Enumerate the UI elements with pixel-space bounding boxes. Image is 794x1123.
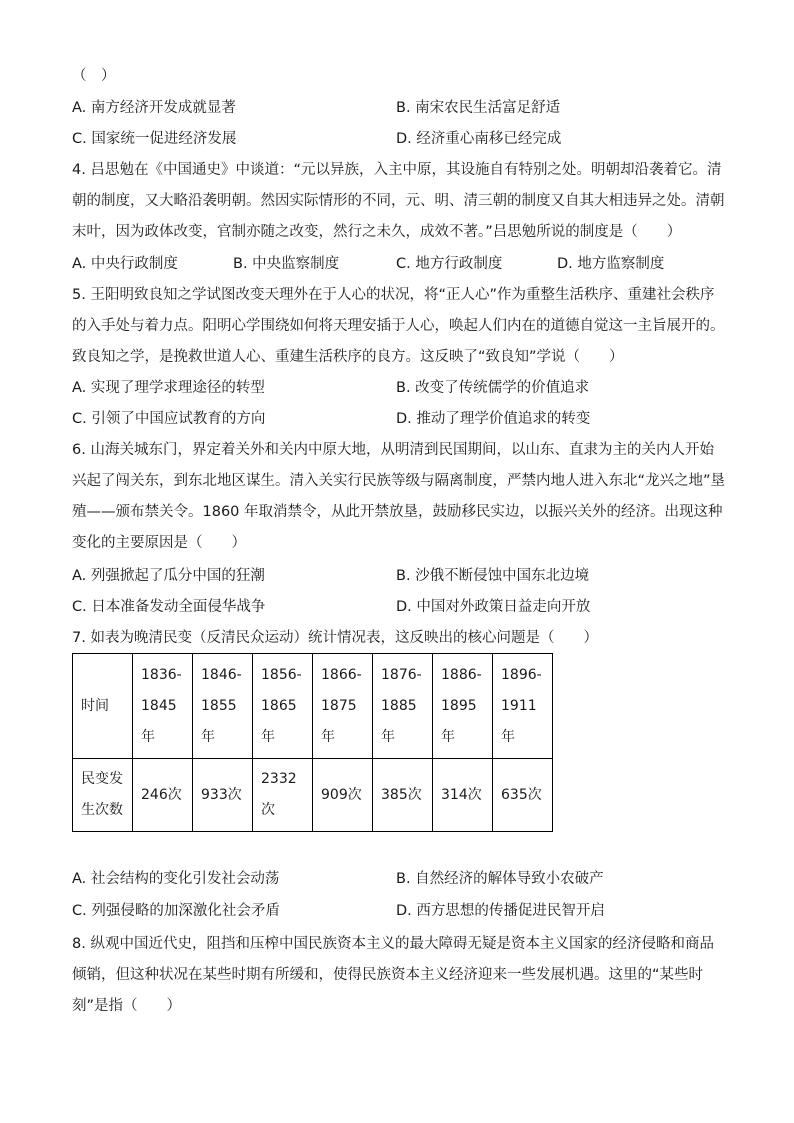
q5-stem: 5. 王阳明致良知之学试图改变天理外在于人心的状况，将“正人心”作为重整生活秩序、重建社会秩序的入手处与着力点。阳明心学围绕如何将天理安插于人心，唤起人们内在的道德自觉这一主旨展开的。致良知之学，是挽救世道人心、重建生活秩序的良方。这反映了“致良知”学说（ ）	[72, 287, 725, 365]
q7-option-d: D. 西方思想的传播促进民智开启	[396, 903, 605, 919]
table-row-time	[73, 654, 553, 759]
q7-option-a: A. 社会结构的变化引发社会动荡	[72, 871, 280, 887]
q4-option-c: C. 地方行政制度	[396, 256, 503, 272]
q7-option-c: C. 列强侵略的加深激化社会矛盾	[72, 903, 280, 919]
table-cell-count: 246次	[133, 759, 193, 832]
q3-option-d: D. 经济重心南移已经完成	[396, 131, 562, 147]
q6-option-c: C. 日本准备发动全面侵华战争	[72, 599, 266, 615]
q3-option-c: C. 国家统一促进经济发展	[72, 131, 237, 147]
q4-option-b: B. 中央监察制度	[233, 256, 340, 272]
table-cell-count: 2332次	[253, 759, 313, 832]
table-cell-period: 1876-1885年	[373, 654, 433, 759]
q4-option-d: D. 地方监察制度	[557, 256, 665, 272]
table-cell-period: 1856-1865年	[253, 654, 313, 759]
table-cell-count: 385次	[373, 759, 433, 832]
q3-answer-bracket: （ ）	[72, 68, 116, 84]
q5-option-d: D. 推动了理学价值追求的转变	[396, 411, 591, 427]
table-cell-count: 314次	[433, 759, 493, 832]
q8-stem: 8. 纵观中国近代史，阻挡和压榨中国民族资本主义的最大障碍无疑是资本主义国家的经济侵略和商品倾销，但这种状况在某些时期有所缓和，使得民族资本主义经济迎来一些发展机遇。这里的“某些时刻”是指（ ）	[72, 936, 714, 1014]
q3-option-a: A. 南方经济开发成就显著	[72, 100, 236, 116]
q4-stem: 4. 吕思勉在《中国通史》中谈道：“元以异族，入主中原，其设施自有特别之处。明朝却沿袭着它。清朝的制度，又大略沿袭明朝。然因实际情形的不同，元、明、清三朝的制度又自其大相违异之处。清朝末叶，因为政体改变，官制亦随之改变，然行之未久，成效不著。”吕思勉所说的制度是（ ）	[72, 162, 725, 240]
q4-option-a: A. 中央行政制度	[72, 256, 178, 272]
table-cell-period: 1886-1895年	[433, 654, 493, 759]
q7-stem: 7. 如表为晚清民变（反清民众运动）统计情况表，这反映出的核心问题是（ ）	[72, 630, 598, 646]
q6-option-a: A. 列强掀起了瓜分中国的狂潮	[72, 568, 265, 584]
q5-option-c: C. 引领了中国应试教育的方向	[72, 411, 266, 427]
q6-option-d: D. 中国对外政策日益走向开放	[396, 599, 591, 615]
table-header-time: 时间	[73, 654, 133, 759]
table-cell-period: 1846-1855年	[193, 654, 253, 759]
table-cell-period: 1866-1875年	[313, 654, 373, 759]
table-cell-count: 635次	[493, 759, 553, 832]
q7-option-b: B. 自然经济的解体导致小农破产	[396, 871, 604, 887]
q6-stem: 6. 山海关城东门，界定着关外和关内中原大地，从明清到民国期间，以山东、直隶为主的关内人开始兴起了闯关东，到东北地区谋生。清入关实行民族等级与隔离制度，严禁内地人进入东北“龙兴之地”垦殖——颁布禁关令。1860 年取消禁令，从此开禁放垦，鼓励移民实边，以振兴关外的经济。出现这种变化的主要原因是（ ）	[72, 442, 726, 551]
q6-option-b: B. 沙俄不断侵蚀中国东北边境	[396, 568, 590, 584]
table-header-counts: 民变发生次数	[73, 759, 133, 832]
table-cell-period: 1896-1911年	[493, 654, 553, 759]
table-cell-period: 1836-1845年	[133, 654, 193, 759]
table-cell-count: 909次	[313, 759, 373, 832]
q7-statistics-table	[72, 653, 553, 832]
table-cell-count: 933次	[193, 759, 253, 832]
q5-option-a: A. 实现了理学求理途径的转型	[72, 380, 265, 396]
q3-option-b: B. 南宋农民生活富足舒适	[396, 100, 561, 116]
q5-option-b: B. 改变了传统儒学的价值追求	[396, 380, 590, 396]
table-row-counts	[73, 759, 553, 832]
